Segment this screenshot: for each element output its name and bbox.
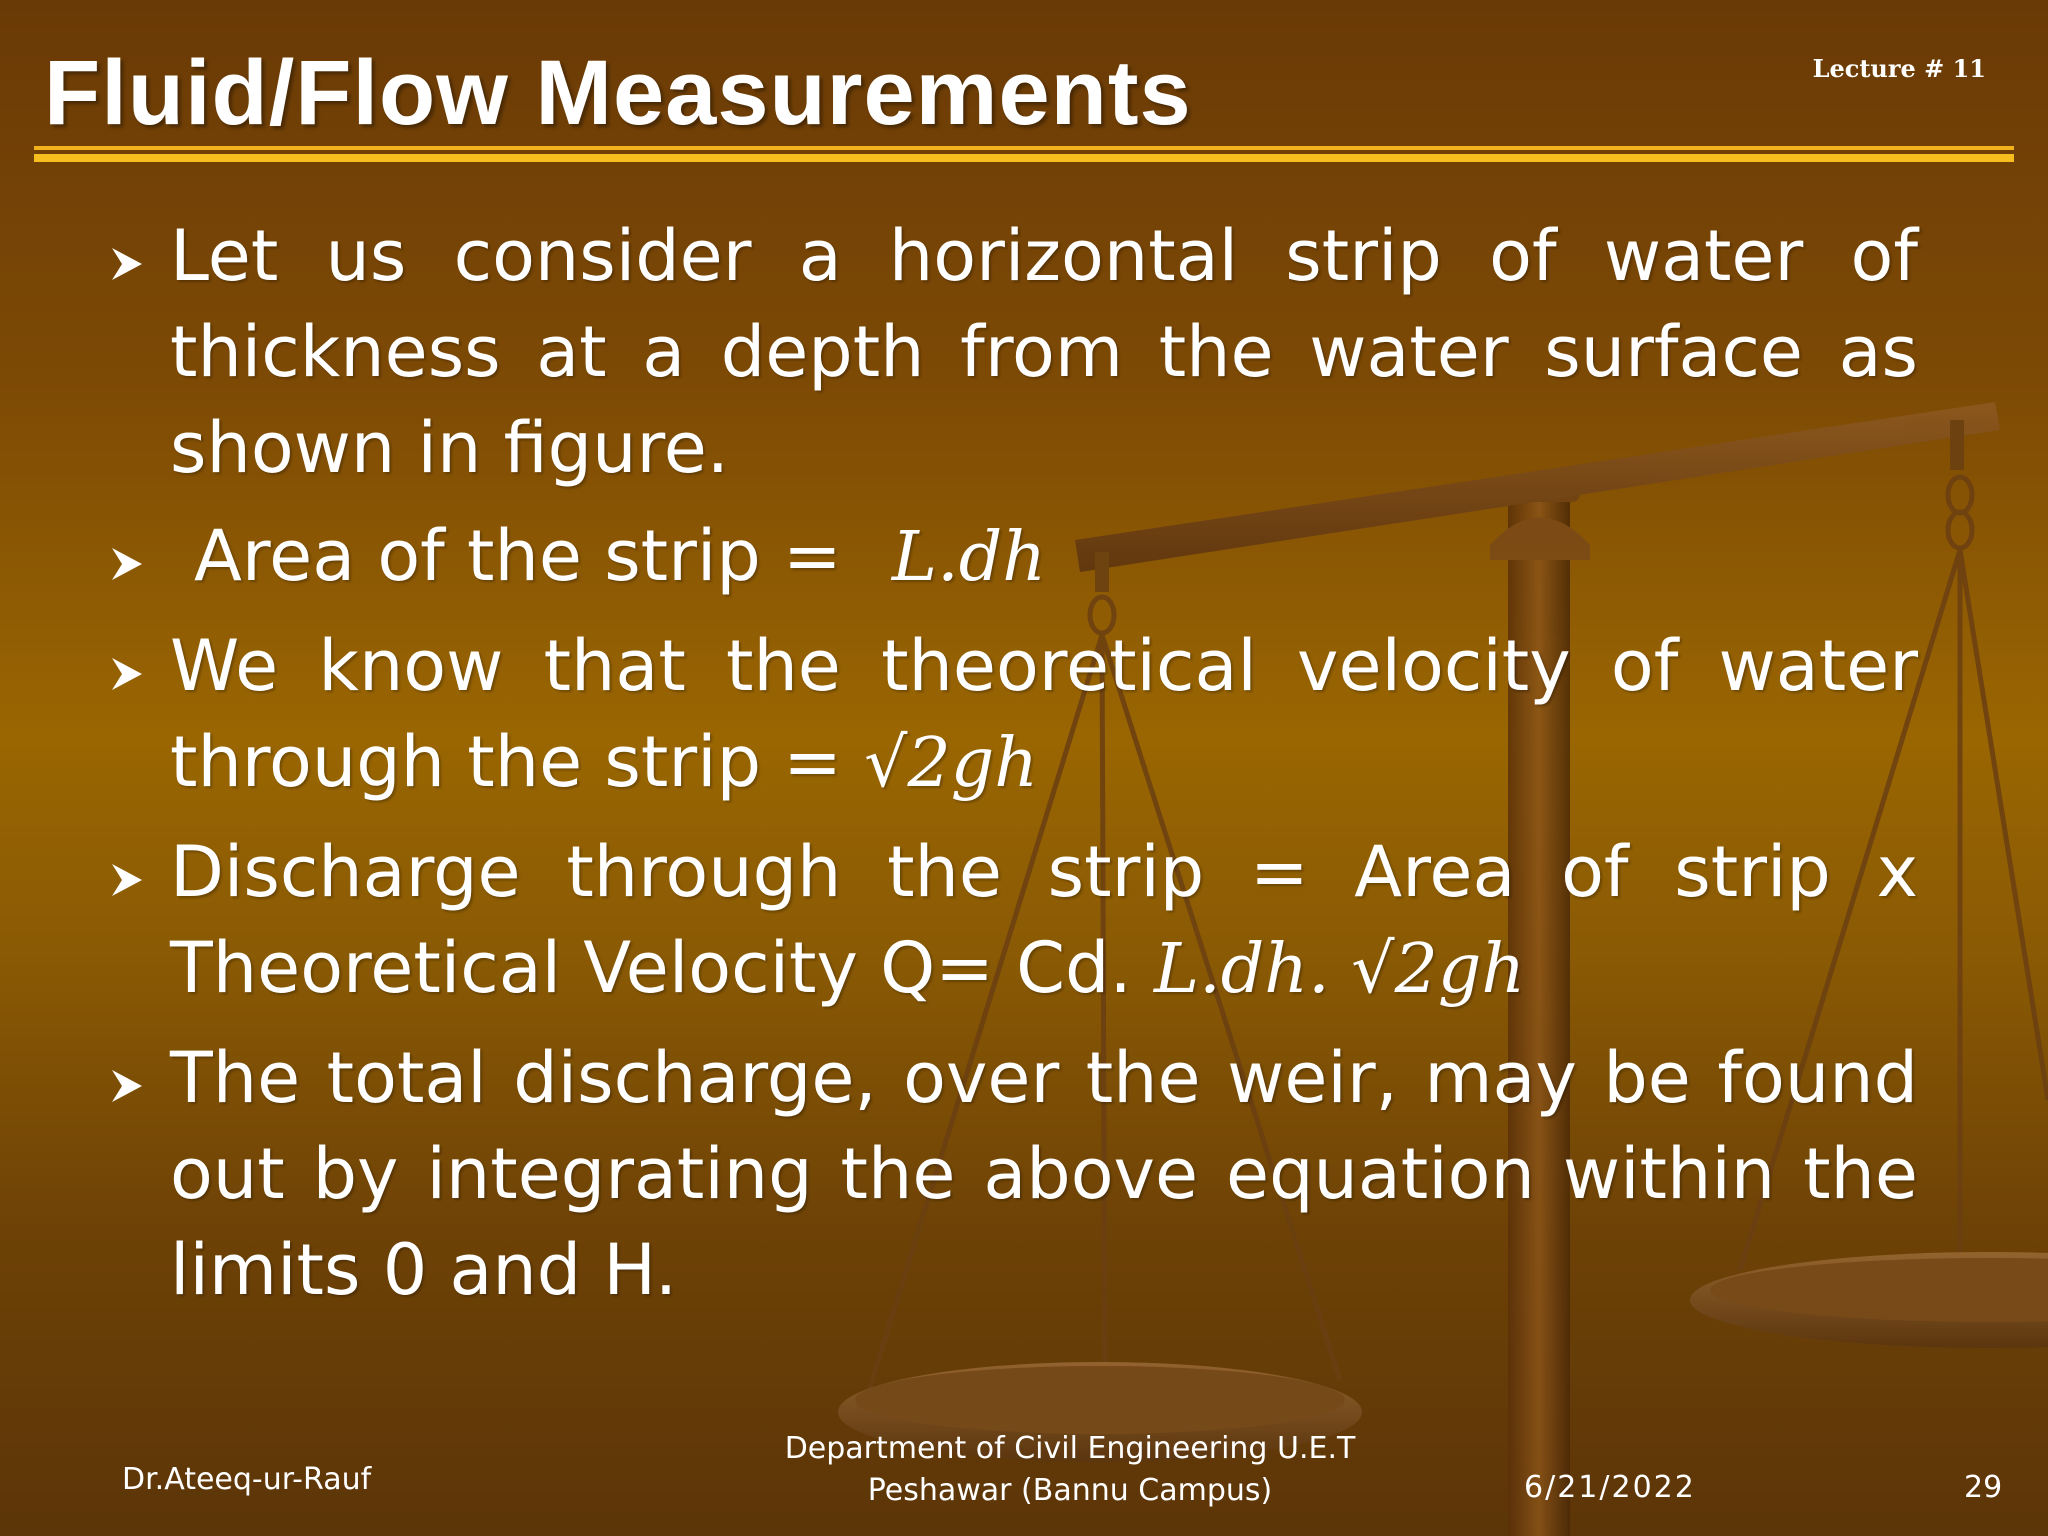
arrowhead-bullet-icon — [108, 544, 146, 584]
bullet-text — [170, 824, 1918, 1018]
bullet-label: Area of the strip = — [194, 515, 864, 597]
title-divider-thick — [34, 154, 2014, 162]
arrowhead-bullet-icon — [108, 654, 146, 694]
title-divider-thin — [34, 146, 2014, 150]
bullet-list — [100, 208, 1918, 1330]
bullet-text — [170, 508, 1918, 606]
arrowhead-bullet-icon — [108, 1066, 146, 1106]
bullet-item — [100, 824, 1918, 1018]
bullet-label: We know that the theoretical velocity of water through the strip = — [170, 625, 1918, 803]
bullet-item — [100, 618, 1918, 812]
formula-area: L.dh — [891, 518, 1047, 597]
formula-velocity: √2gh — [864, 724, 1039, 803]
page-number: 29 — [1964, 1470, 2003, 1505]
bullet-item — [100, 1030, 1918, 1318]
lecture-number: Lecture # 11 — [1812, 54, 1986, 83]
arrowhead-bullet-icon — [108, 244, 146, 284]
bullet-text: The total discharge, over the weir, may be found out by integrating the above equation within the limits 0 and H. — [170, 1037, 1918, 1311]
slide-title: Fluid/Flow Measurements — [44, 42, 1192, 144]
formula-discharge: L.dh. √2gh — [1153, 930, 1526, 1009]
footer-author: Dr.Ateeq-ur-Rauf — [122, 1462, 372, 1497]
bullet-item — [100, 508, 1918, 606]
bullet-text — [170, 618, 1918, 812]
bullet-label: Discharge through the strip = Area of strip x Theoretical Velocity Q= Cd. — [170, 831, 1918, 1009]
bullet-item — [100, 208, 1918, 496]
arrowhead-bullet-icon — [108, 860, 146, 900]
footer-department: Department of Civil Engineering U.E.T Peshawar (Bannu Campus) — [784, 1431, 1356, 1508]
bullet-text: Let us consider a horizontal strip of water of thickness at a depth from the water surface as shown in figure. — [170, 215, 1918, 489]
footer-date: 6/21/2022 — [1524, 1470, 1696, 1505]
